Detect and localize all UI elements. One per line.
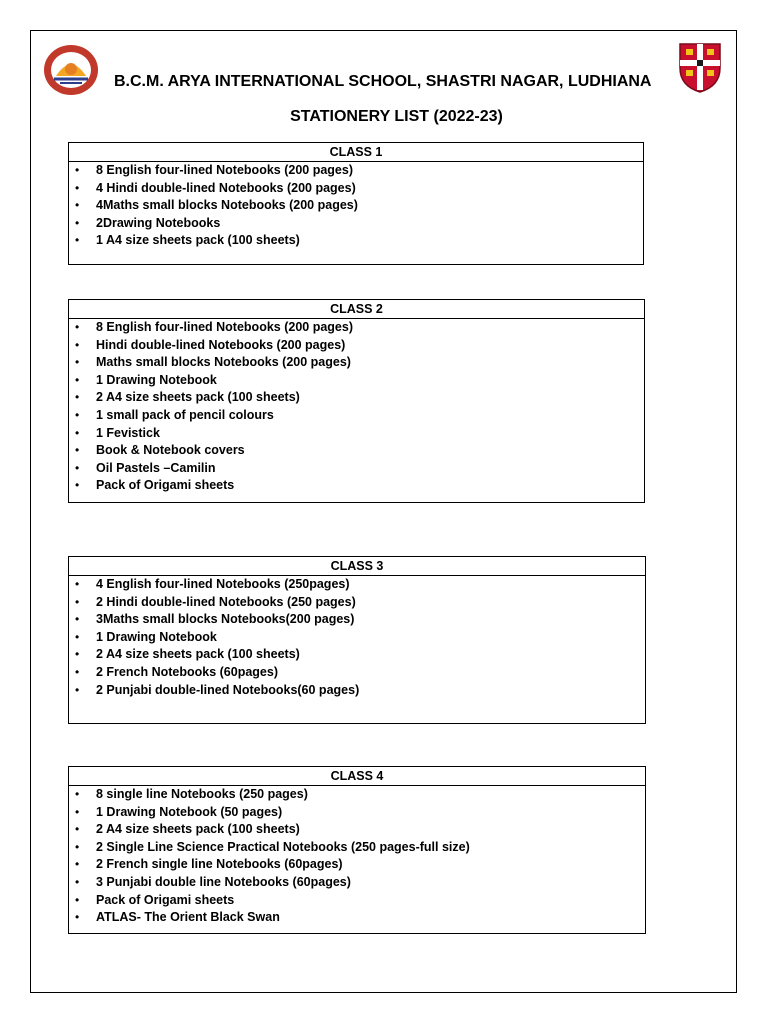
list-item: • 1 Drawing Notebook [69,372,644,390]
list-item: • 2 French Notebooks (60pages) [69,664,645,682]
list-item: • 2 French single line Notebooks (60pages) [69,856,645,874]
list-item: • 1 A4 size sheets pack (100 sheets) [69,232,643,250]
class-4-table [68,766,646,934]
list-item: • 1 Drawing Notebook (50 pages) [69,804,645,822]
class-2-item-list [69,319,644,495]
class-3-header: CLASS 3 [69,557,645,576]
list-item: • Pack of Origami sheets [69,477,644,495]
list-item: • 2 A4 size sheets pack (100 sheets) [69,389,644,407]
list-item: • Book & Notebook covers [69,442,644,460]
list-item: • 2 A4 size sheets pack (100 sheets) [69,821,645,839]
list-item: • 4 Hindi double-lined Notebooks (200 pages) [69,180,643,198]
list-item: • 1 small pack of pencil colours [69,407,644,425]
list-item: • 4Maths small blocks Notebooks (200 pages) [69,197,643,215]
school-emblem-logo [42,43,100,97]
list-item: • Pack of Origami sheets [69,892,645,910]
class-1-item-list [69,162,643,250]
class-3-item-list [69,576,645,699]
list-item: • Maths small blocks Notebooks (200 pages) [69,354,644,372]
list-item: • Hindi double-lined Notebooks (200 pages) [69,337,644,355]
crest-shield-logo [678,42,722,94]
list-item: • 1 Fevistick [69,425,644,443]
list-item: • 8 single line Notebooks (250 pages) [69,786,645,804]
class-2-header: CLASS 2 [69,300,644,319]
list-item: • Oil Pastels –Camilin [69,460,644,478]
list-item: • 1 Drawing Notebook [69,629,645,647]
class-4-item-list [69,786,645,927]
list-item: • 2 A4 size sheets pack (100 sheets) [69,646,645,664]
list-item: • 4 English four-lined Notebooks (250pages) [69,576,645,594]
list-item: • 8 English four-lined Notebooks (200 pages) [69,162,643,180]
list-item: • 3Maths small blocks Notebooks(200 pages) [69,611,645,629]
class-1-header: CLASS 1 [69,143,643,162]
list-item: • 2 Punjabi double-lined Notebooks(60 pages) [69,682,645,700]
list-item: • 2 Hindi double-lined Notebooks (250 pages) [69,594,645,612]
list-item: • 8 English four-lined Notebooks (200 pages) [69,319,644,337]
list-item: • ATLAS- The Orient Black Swan [69,909,645,927]
list-item: • 2 Single Line Science Practical Notebooks (250 pages-full size) [69,839,645,857]
class-1-table [68,142,644,265]
list-item: • 2Drawing Notebooks [69,215,643,233]
stationery-list-title: STATIONERY LIST (2022-23) [290,108,503,125]
class-4-header: CLASS 4 [69,767,645,786]
list-item: • 3 Punjabi double line Notebooks (60pages) [69,874,645,892]
school-name-heading: B.C.M. ARYA INTERNATIONAL SCHOOL, SHASTRI NAGAR, LUDHIANA [114,73,652,90]
class-2-table [68,299,645,503]
class-3-table [68,556,646,724]
